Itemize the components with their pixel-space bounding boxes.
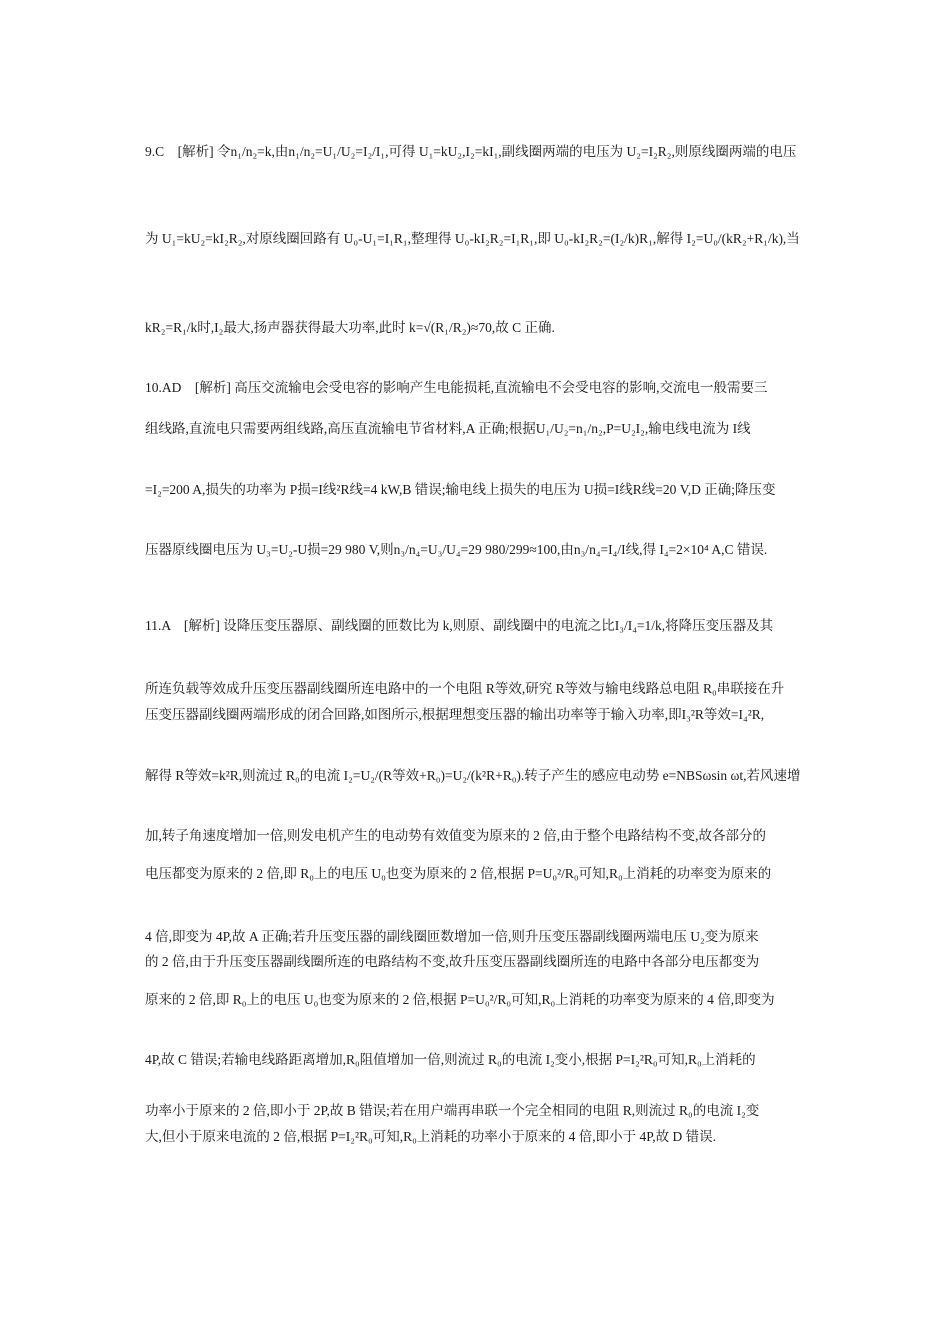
answer-11-line-1: 11.A [解析] 设降压变压器原、副线圈的匝数比为 k,则原、副线圈中的电流之比I₃/I₄=1/k,将降压变压器及其 xyxy=(145,618,774,633)
answer-11-line-6: 电压都变为原来的 2 倍,即 R₀上的电压 U₀也变为原来的 2 倍,根据 P=U₀²/R₀可知,R₀上消耗的功率变为原来的 xyxy=(145,866,772,881)
answer-10-line-1: 10.AD [解析] 高压交流输电会受电容的影响产生电能损耗,直流输电不会受电容的影响,交流电一般需要三 xyxy=(145,380,768,395)
answer-11-line-10: 4P,故 C 错误;若输电线路距离增加,R₀阻值增加一倍,则流过 R₀的电流 I₂变小,根据 P=I₂²R₀可知,R₀上消耗的 xyxy=(145,1052,756,1067)
answer-11-line-12: 大,但小于原来电流的 2 倍,根据 P=I₂²R₀可知,R₀上消耗的功率小于原来的 4 倍,即小于 4P,故 D 错误. xyxy=(145,1129,717,1144)
answer-11-line-8: 的 2 倍,由于升压变压器副线圈所连的电路结构不变,故升压变压器副线圈所连的电路中各部分电压都变为 xyxy=(145,954,760,969)
answer-10-line-4: 压器原线圈电压为 U₃=U₂-U损=29 980 V,则n₃/n₄=U₃/U₄=29 980/299≈100,由n₃/n₄=I₄/I线,得 I₄=2×10⁴ A,C 错误. xyxy=(145,542,768,557)
answer-11-line-3: 压变压器副线圈两端形成的闭合回路,如图所示,根据理想变压器的输出功率等于输入功率,即I₃²R等效=I₄²R, xyxy=(145,707,765,722)
answer-9-line-1: 9.C [解析] 令n₁/n₂=k,由n₁/n₂=U₁/U₂=I₂/I₁,可得 U₁=kU₂,I₂=kI₁,副线圈两端的电压为 U₂=I₂R₂,则原线圈两端的电压 xyxy=(145,144,797,159)
answer-11-line-2: 所连负载等效成升压变压器副线圈所连电路中的一个电阻 R等效,研究 R等效与输电线路总电阻 R₀串联接在升 xyxy=(145,681,785,696)
answer-11-line-4: 解得 R等效=k²R,则流过 R₀的电流 I₂=U₂/(R等效+R₀)=U₂/(k²R+R₀).转子产生的感应电动势 e=NBSωsin ωt,若风速增 xyxy=(145,768,801,783)
answer-11-line-7: 4 倍,即变为 4P,故 A 正确;若升压变压器的副线圈匝数增加一倍,则升压变压器副线圈两端电压 U₂变为原来 xyxy=(145,929,759,944)
answer-10-line-2: 组线路,直流电只需要两组线路,高压直流输电节省材料,A 正确;根据U₁/U₂=n₁/n₂,P=U₂I₂,输电线电流为 I线 xyxy=(145,421,751,436)
answer-9-line-2: 为 U₁=kU₂=kI₂R₂,对原线圈回路有 U₀-U₁=I₁R₁,整理得 U₀-kI₂R₂=I₁R₁,即 U₀-kI₂R₂=(I₂/k)R₁,解得 I₂=U₀/(kR₂+R₁/k),当 xyxy=(145,231,800,246)
answer-11-line-9: 原来的 2 倍,即 R₀上的电压 U₀也变为原来的 2 倍,根据 P=U₀²/R₀可知,R₀上消耗的功率变为原来的 4 倍,即变为 xyxy=(145,992,775,1007)
answer-10-line-3: =I₂=200 A,损失的功率为 P损=I线²R线=4 kW,B 错误;输电线上损失的电压为 U损=I线R线=20 V,D 正确;降压变 xyxy=(145,482,776,497)
answer-11-line-11: 功率小于原来的 2 倍,即小于 2P,故 B 错误;若在用户端再串联一个完全相同的电阻 R,则流过 R₀的电流 I₂变 xyxy=(145,1103,760,1118)
answer-9-line-3: kR₂=R₁/k时,I₂最大,扬声器获得最大功率,此时 k=√(R₁/R₂)≈70,故 C 正确. xyxy=(145,320,555,335)
answer-11-line-5: 加,转子角速度增加一倍,则发电机产生的电动势有效值变为原来的 2 倍,由于整个电路结构不变,故各部分的 xyxy=(145,828,766,843)
